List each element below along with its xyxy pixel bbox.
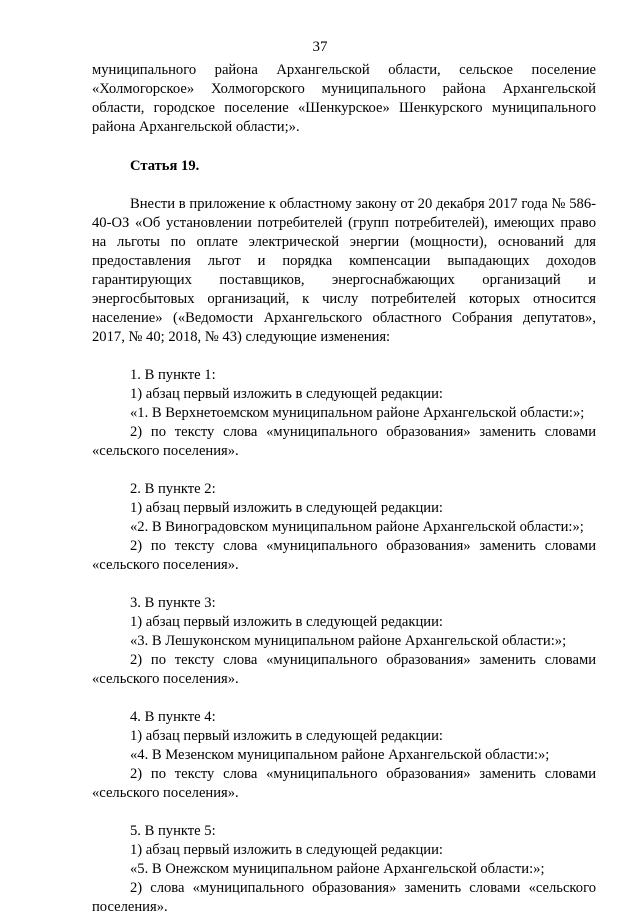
section-line: «4. В Мезенском муниципальном районе Архангельской области:»;	[130, 747, 550, 763]
article-text: Внести в приложение к областному закону от 20 декабря 2017 года № 586-40-ОЗ «Об установлении потребителей (групп потребителей), имеющих право на льготы по оплате электрической энергии (мощности), оснований для предоставления льгот и порядка компенсации выпадающих доходов гарантирующих поставщиков, энергоснабжающих организаций и энергосбытовых организаций, к числу потребителей которых относится население» («Ведомости Архангельского областного Собрания депутатов», 2017, № 40; 2018, № 43) следующие изменения:	[92, 196, 596, 345]
section-line: 1) абзац первый изложить в следующей редакции:	[130, 728, 443, 744]
section-line: 2) по тексту слова «муниципального образования» заменить словами «сельского поселения».	[92, 424, 596, 459]
section-line: 2) по тексту слова «муниципального образования» заменить словами «сельского поселения».	[92, 538, 596, 573]
section-title: 3. В пункте 3:	[130, 595, 216, 611]
section-line: 1) абзац первый изложить в следующей редакции:	[130, 500, 443, 516]
amendment-section-2	[92, 480, 596, 575]
section-line: 2) слова «муниципального образования» заменить словами «сельского поселения».	[92, 880, 596, 915]
section-line: 2) по тексту слова «муниципального образования» заменить словами «сельского поселения».	[92, 766, 596, 801]
amendment-section-5	[92, 822, 596, 917]
amendment-section-1	[92, 366, 596, 461]
intro-paragraph: муниципального района Архангельской области, сельское поселение «Холмогорское» Холмогорского муниципального района Архангельской области, городское поселение «Шенкурское» Шенкурского муниципального района Архангельской области;».	[92, 62, 596, 135]
section-title: 4. В пункте 4:	[130, 709, 216, 725]
document-body	[92, 61, 596, 917]
section-line: 1) абзац первый изложить в следующей редакции:	[130, 386, 443, 402]
section-line: 1) абзац первый изложить в следующей редакции:	[130, 842, 443, 858]
section-title: 5. В пункте 5:	[130, 823, 216, 839]
section-line: «3. В Лешуконском муниципальном районе Архангельской области:»;	[130, 633, 567, 649]
section-line: «5. В Онежском муниципальном районе Архангельской области:»;	[130, 861, 545, 877]
section-title: 1. В пункте 1:	[130, 367, 216, 383]
section-line: 2) по тексту слова «муниципального образования» заменить словами «сельского поселения».	[92, 652, 596, 687]
article-heading: Статья 19.	[130, 158, 200, 174]
section-line: 1) абзац первый изложить в следующей редакции:	[130, 614, 443, 630]
page-number: 37	[312, 39, 328, 55]
amendment-section-4	[92, 708, 596, 803]
section-title: 2. В пункте 2:	[130, 481, 216, 497]
amendment-section-3	[92, 594, 596, 689]
section-line: «1. В Верхнетоемском муниципальном районе Архангельской области:»;	[130, 405, 585, 421]
section-line: «2. В Виноградовском муниципальном районе Архангельской области:»;	[130, 519, 584, 535]
